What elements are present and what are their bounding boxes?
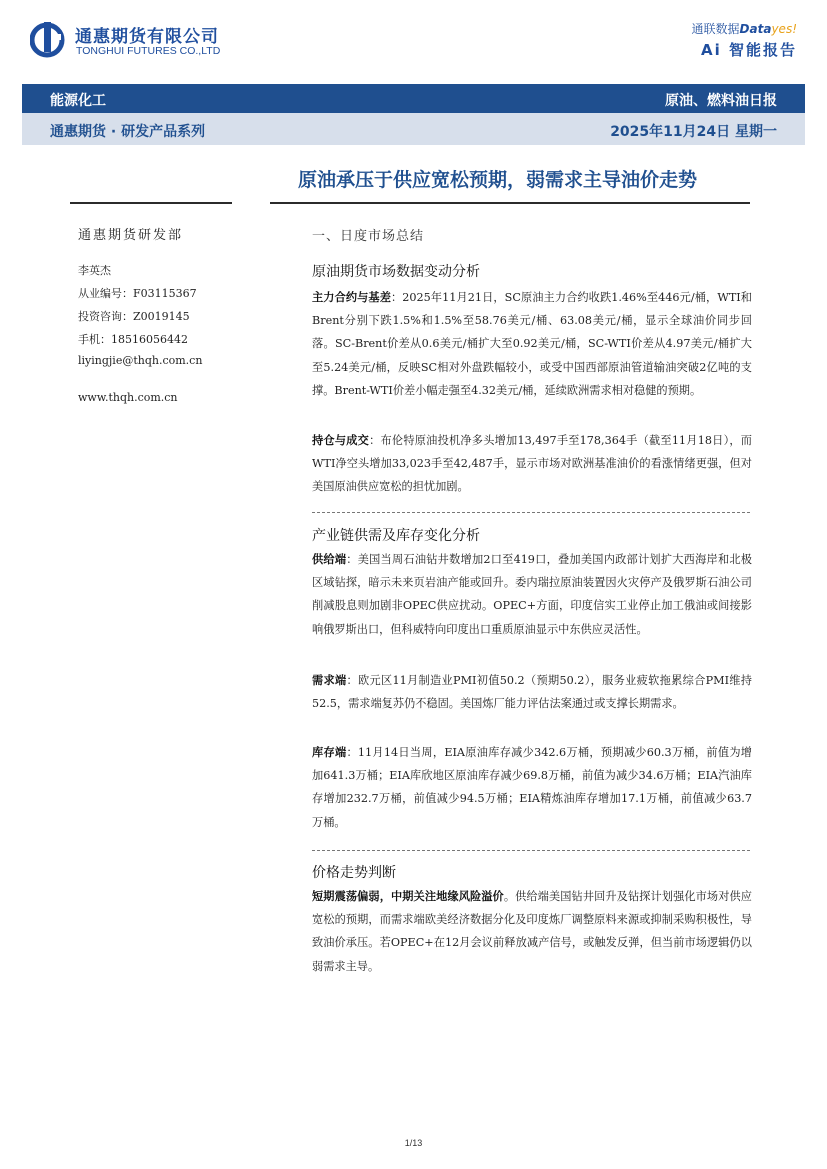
paragraph-label: 短期震荡偏弱，中期关注地缘风险溢价: [312, 890, 504, 903]
subsection-heading-supply-demand: 产业链供需及库存变化分析: [312, 528, 480, 544]
provider-subtitle: [701, 39, 797, 60]
paragraph-outlook: [312, 885, 752, 978]
section-divider: [312, 512, 750, 513]
banner-report-name: 原油、燃料油日报: [665, 93, 777, 109]
paragraph-label: 供给端: [312, 553, 347, 566]
page-number: 1/13: [404, 1138, 423, 1148]
paragraph-text: ：欧元区11月制造业PMI初值50.2（预期50.2），服务业疲软拖累综合PMI维持52.5，需求端复苏仍不稳固。美国炼厂能力评估法案通过或支撑长期需求。: [312, 674, 752, 711]
content-divider: [270, 202, 750, 204]
section-heading-1: 一、日度市场总结: [312, 229, 425, 244]
banner-bottom: [22, 113, 805, 145]
subsection-heading-futures: 原油期货市场数据变动分析: [312, 264, 480, 280]
paragraph-demand: [312, 669, 752, 715]
company-logo-icon: [30, 20, 66, 58]
sidebar-phone: 手机：18516056442: [78, 333, 188, 346]
paragraph-contract-basis: [312, 286, 752, 402]
sidebar-analyst: 李英杰: [78, 264, 111, 277]
paragraph-text: 。供给端美国钻井回升及钻探计划强化市场对供应宽松的预期，而需求端欧美经济数据分化及印度炼厂调整原料来源或抑制采购积极性，导致油价承压。若OPEC+在12月会议前释放减产信号，或触发反弹，但当前市场逻辑仍以弱需求主导。: [312, 890, 752, 973]
paragraph-label: 库存端: [312, 746, 347, 759]
provider-brand: Data: [739, 22, 772, 36]
sidebar-email[interactable]: liyingjie@thqh.com.cn: [78, 354, 203, 367]
paragraph-inventory: [312, 741, 752, 834]
sidebar-license-1: 从业编号：F03115367: [78, 287, 197, 300]
paragraph-positions: [312, 429, 752, 499]
paragraph-text: ：美国当周石油钻井数增加2口至419口，叠加美国内政部计划扩大西海岸和北极区域钻探，暗示未来页岩油产能或回升。委内瑞拉原油装置因火灾停产及俄罗斯石油公司削减股息则加剧非OPEC供应扰动。OPEC+方面，印度信实工业停止加工俄油或间接影响俄罗斯出口，但科威特向印度出口重质原油显示中东供应灵活性。: [312, 553, 752, 636]
provider-subtitle-text: 智能报告: [728, 41, 797, 59]
page-title: 原油承压于供应宽松预期，弱需求主导油价走势: [298, 169, 698, 191]
provider-name-cn: 通联数据: [691, 22, 740, 36]
paragraph-supply: [312, 548, 752, 641]
paragraph-text: ：11月14日当周，EIA原油库存减少342.6万桶，预期减少60.3万桶，前值为增加641.3万桶；EIA库欣地区原油库存减少69.8万桶，前值为减少34.6万桶；EIA汽油库存增加232.7万桶，前值减少94.5万桶；EIA精炼油库存增加17.1万桶，前值减少63.7万桶。: [312, 746, 752, 829]
paragraph-label: 需求端: [312, 674, 347, 687]
provider-brand-suffix: yes!: [771, 22, 797, 36]
banner-sector: 能源化工: [50, 93, 106, 109]
paragraph-text: ：2025年11月21日，SC原油主力合约收跌1.46%至446元/桶，WTI和Brent分别下跌1.5%和1.5%至58.76美元/桶、63.08美元/桶，显示全球油价同步回落。SC-Brent价差从0.6美元/桶扩大至0.92美元/桶，SC-WTI价差从4.97美元/桶扩大至5.24美元/桶，反映SC相对外盘跌幅较小，或受中国西部原油管道输油突破2亿吨的支撑。Brent-WTI价差小幅走强至4.32美元/桶，延续欧洲需求相对稳健的预期。: [312, 291, 752, 397]
section-divider: [312, 850, 750, 851]
paragraph-label: 持仓与成交: [312, 434, 370, 447]
paragraph-label: 主力合约与基差: [312, 291, 391, 304]
paragraph-text: ：布伦特原油投机净多头增加13,497手至178,364手（截至11月18日），而WTI净空头增加33,023手至42,487手，显示市场对欧洲基准油价的看涨情绪更强，但对美国原油供应宽松的担忧加剧。: [312, 434, 752, 494]
ai-mark: Ai: [700, 41, 722, 59]
banner-series: 通惠期货 · 研发产品系列: [50, 124, 206, 140]
sidebar-dept: 通惠期货研发部: [78, 228, 184, 243]
subsection-heading-outlook: 价格走势判断: [312, 865, 396, 881]
sidebar-website[interactable]: www.thqh.com.cn: [78, 391, 178, 404]
banner-top: [22, 84, 805, 113]
sidebar-divider: [70, 202, 232, 204]
sidebar-license-2: 投资咨询：Z0019145: [78, 310, 190, 323]
company-name-cn: 通惠期货有限公司: [75, 27, 219, 47]
banner-date: 2025年11月24日 星期一: [610, 124, 777, 140]
company-name-en: TONGHUI FUTURES CO.,LTD: [76, 45, 221, 57]
provider-logo: [692, 20, 797, 37]
